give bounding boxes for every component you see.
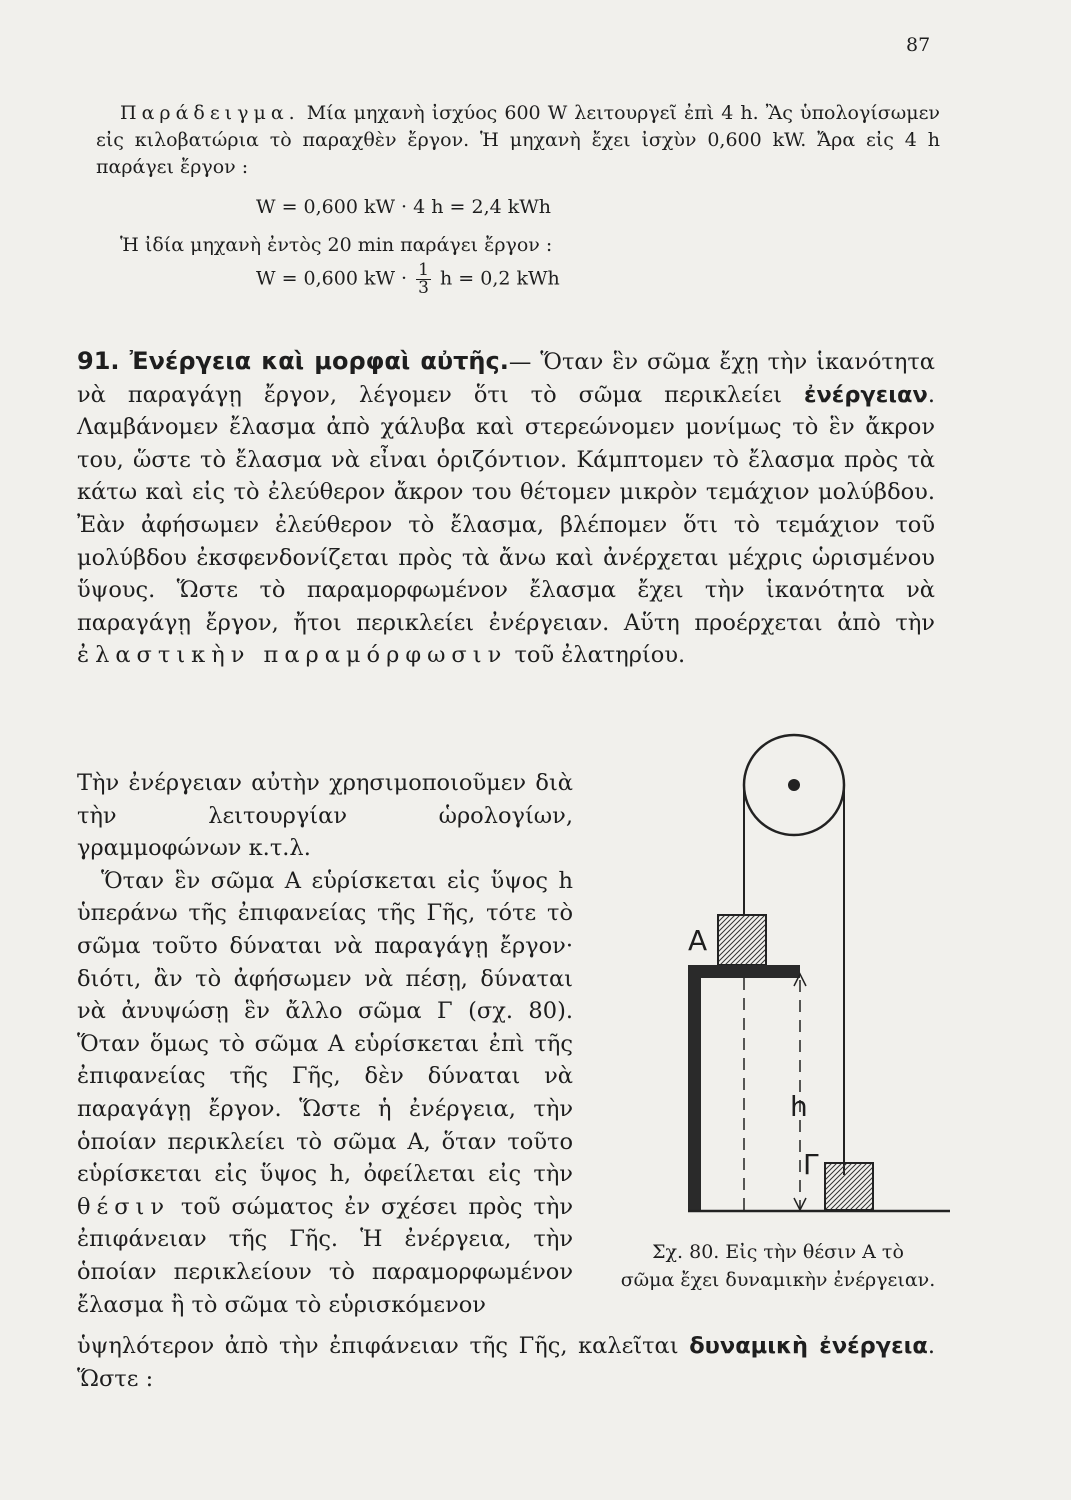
term-energy: ἐνέργειαν (803, 381, 928, 408)
spaced-word: θέσιν (77, 1193, 171, 1220)
pulley-axle (788, 779, 800, 791)
example-line-2: Ἡ ἰδία μηχανὴ ἐντὸς 20 min παράγει ἔργον : (120, 234, 553, 256)
column-paragraph-1: Τὴν ἐνέργειαν αὐτὴν χρησιμοποιοῦμεν διὰ τὴν λειτουργίαν ὡρολογίων, γραμμοφώνων κ.τ.λ. (77, 770, 573, 862)
caption-line-1: Σχ. 80. Εἰς τὴν θέσιν Α τὸ (652, 1241, 904, 1263)
body-g (825, 1163, 873, 1210)
closing-paragraph (77, 1330, 935, 1395)
label-g: Γ (803, 1148, 819, 1181)
label-a: Α (688, 924, 708, 957)
column-paragraph-2a: Ὅταν ἓν σῶμα Α εὑρίσκεται εἰς ὕψος h ὑπεράνω τῆς ἐπιφανείας τῆς Γῆς, τότε τὸ σῶμα τοῦτο δύναται νὰ παραγάγῃ ἔργον· διότι, ἂν τὸ ἀφήσωμεν νὰ πέσῃ, δύναται νὰ ἀνυψώσῃ ἓν ἄλλο σῶμα Γ (σχ. 80). Ὅταν ὅμως τὸ σῶμα Α εὑρίσκεται ἐπὶ τῆς ἐπιφανείας τῆς Γῆς, δὲν δύναται νὰ παραγάγῃ ἔργον. Ὥστε ἡ ἐνέργεια, τὴν ὁποίαν περικλείει τὸ σῶμα Α, ὅταν τοῦτο εὑρίσκεται εἰς ὕψος h, ὀφείλεται εἰς τὴν (77, 867, 573, 1188)
spaced-phrase: ἐλαστικὴν παραμόρφωσιν (77, 642, 508, 669)
column-paragraph-2b: τοῦ σώματος ἐν σχέσει πρὸς τὴν ἐπιφάνειαν τῆς Γῆς. Ἡ ἐνέργεια, τὴν ὁποίαν περικλείουν τὸ παραμορφωμένον ἔλασμα ἢ τὸ σῶμα τὸ εὑρισκόμενον (77, 1193, 573, 1318)
formula-2 (256, 262, 560, 297)
tail-text: ὑψηλότερον ἀπὸ τὴν ἐπιφάνειαν τῆς Γῆς, καλεῖται (77, 1333, 690, 1359)
section-body-end: τοῦ ἐλατηρίου. (507, 642, 686, 669)
example-text: Μία μηχανὴ ἰσχύος 600 W λειτουργεῖ ἐπὶ 4 h. Ἂς ὑπολογίσωμεν εἰς κιλοβατώρια τὸ παραχθὲν ἔργον. Ἡ μηχανὴ ἔχει ἰσχὺν 0,600 kW. Ἄρα εἰς 4 h παράγει ἔργον : (96, 102, 940, 178)
figure-caption (613, 1238, 943, 1294)
label-h: h (790, 1090, 808, 1123)
formula-2-right: h = 0,2 kWh (440, 267, 560, 290)
tail-end: . Ὥστε : (77, 1333, 936, 1392)
body-a (718, 915, 766, 965)
example-lead: Παράδειγμα. (120, 102, 300, 124)
fraction (416, 262, 431, 297)
section-body: . Λαμβάνομεν ἔλασμα ἀπὸ χάλυβα καὶ στερεώνομεν μονίμως τὸ ἓν ἄκρον του, ὥστε τὸ ἔλασμα νὰ εἶναι ὁριζόντιον. Κάμπτομεν τὸ ἔλασμα πρὸς τὰ κάτω καὶ εἰς τὸ ἐλεύθερον ἄκρον του θέτομεν μικρὸν τεμάχιον μολύβδου. Ἐὰν ἀφήσωμεν ἐλεύθερον τὸ ἔλασμα, βλέπομεν ὅτι τὸ τεμάχιον τοῦ μολύβδου ἐκσφενδονίζεται πρὸς τὰ ἄνω καὶ ἀνέρχεται μέχρις ὡρισμένου ὕψους. Ὥστε τὸ παραμορφωμένον ἔλασμα ἔχει τὴν ἱκανότητα νὰ παραγάγῃ ἔργον, ἤτοι περικλείει ἐνέργειαν. Αὕτη προέρχεται ἀπὸ τὴν (77, 381, 935, 636)
formula-2-left: W = 0,600 kW · (256, 267, 408, 290)
section-91 (77, 345, 935, 672)
section-title: 91. Ἐνέργεια καὶ μορφαὶ αὐτῆς. (77, 347, 509, 375)
fraction-numerator: 1 (418, 260, 429, 280)
example-paragraph (96, 100, 940, 181)
caption-line-2: σῶμα ἔχει δυναμικὴν ἐνέργειαν. (620, 1269, 936, 1291)
text-column (77, 767, 573, 1321)
figure-80 (670, 730, 960, 1260)
section-intro: — Ὅταν ἓν σῶμα ἔχῃ τὴν ἱκανότητα νὰ παραγάγῃ ἔργον, λέγομεν ὅτι τὸ σῶμα περικλείει (77, 349, 935, 408)
formula-1: W = 0,600 kW · 4 h = 2,4 kWh (256, 196, 552, 218)
shelf (688, 965, 800, 978)
fraction-denominator: 3 (418, 278, 429, 298)
page-number: 87 (906, 34, 931, 56)
term-potential-energy: δυναμικὴ ἐνέργεια (689, 1333, 928, 1359)
support-post (688, 978, 701, 1210)
